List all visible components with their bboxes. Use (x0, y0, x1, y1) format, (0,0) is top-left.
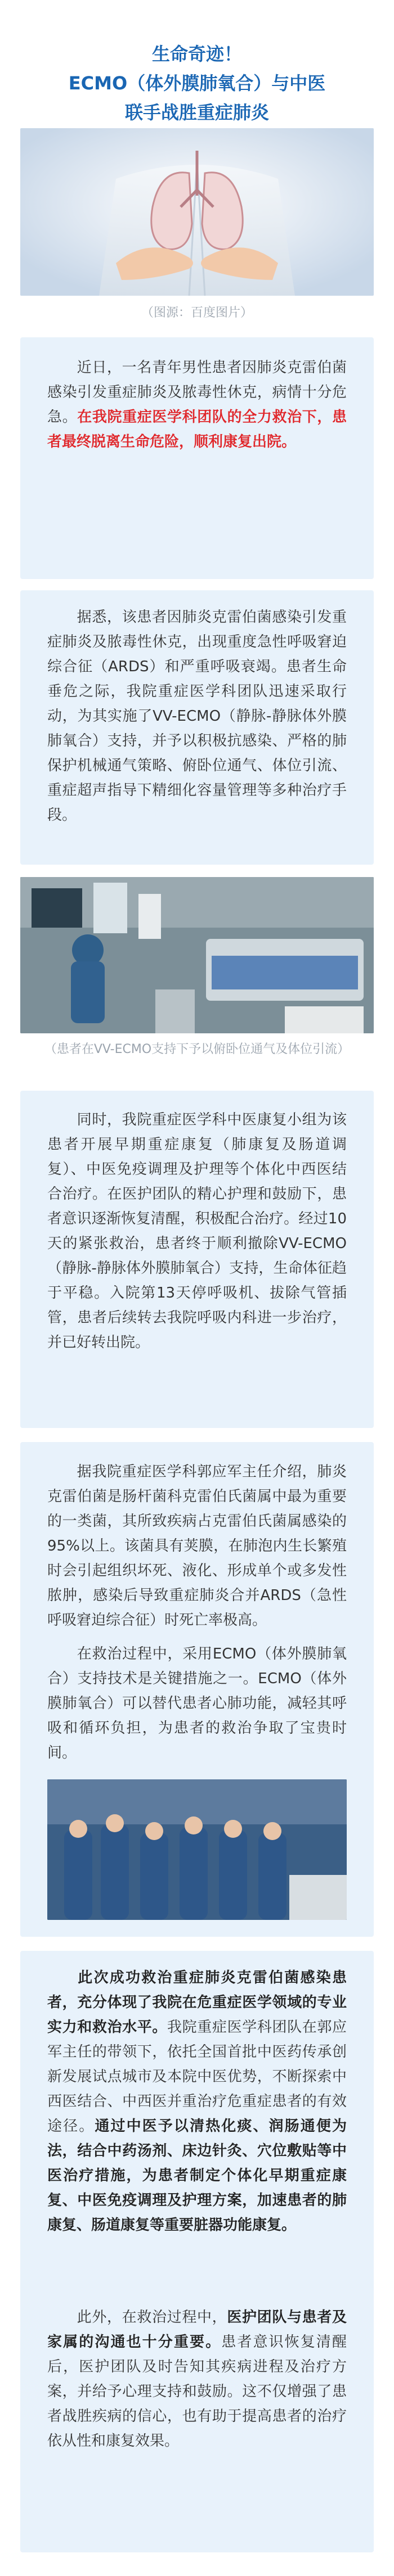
paragraph-4-text: 据我院重症医学科郭应军主任介绍，肺炎克雷伯菌是肠杆菌科克雷伯氏菌属中最为重要的一类菌，其所致疾病占克雷伯氏菌属感染的95%以上。该菌具有荚膜，在肺泡内生长繁殖时会引起组织坏死、液化、形成单个或多发性脓肿，感染后导致重症肺炎合并ARDS（急性呼吸窘迫综合征）时死亡率极高。 (47, 1463, 347, 1629)
paragraph-6-bold-2: 通过中医予以清热化痰、润肠通便为法，结合中药汤剂、床边针灸、穴位敷贴等中医治疗措施，为患者制定个体化早期重症康复、中医免疫调理及护理方案，加速患者的肺康复、肠道康复等重要脏器功能康复。 (47, 2118, 347, 2234)
paragraph-3-text: 同时，我院重症医学科中医康复小组为该患者开展早期重症康复（肺康复及肠道调复）、中医免疫调理及护理等个体化中西医结合治疗。在医护团队的精心护理和鼓励下，患者意识逐渐恢复清醒，积极配合治疗。经过10天的紧张救治，患者终于顺利撤除VV-ECMO（静脉-静脉体外膜肺氧合）支持，生命体征趋于平稳。入院第13天停呼吸机、拔除气管插管，患者后续转去我院呼吸内科进一步治疗，并已好转出院。 (47, 1111, 347, 1351)
paragraph-6-bold: 此次成功救治重症肺炎克雷伯菌感染患者，充分体现了我院在危重症医学领域的专业实力和救治水平。 (47, 1969, 347, 2036)
paragraph-6 (47, 1965, 347, 2238)
paragraph-7-text: 此外，在救治过程中， (77, 2309, 227, 2326)
icu-scene (20, 877, 374, 1033)
lungs-illustration (20, 128, 374, 296)
lungs-hands-image (20, 128, 374, 296)
medical-team-scene (47, 1779, 347, 1920)
title-line-3: 联手战胜重症肺炎 (124, 102, 269, 123)
paragraph-2 (47, 605, 347, 828)
paragraph-3 (47, 1108, 347, 1355)
paragraph-5 (47, 1642, 347, 1765)
paragraph-1-highlight: 在我院重症医学科团队的全力救治下，患者最终脱离生命危险，顺利康复出院。 (47, 409, 347, 450)
team-photo (47, 1779, 347, 1920)
paragraph-2-text: 据悉，该患者因肺炎克雷伯菌感染引发重症肺炎及脓毒性休克，出现重度急性呼吸窘迫综合征（ARDS）和严重呼吸衰竭。患者生命垂危之际，我院重症医学科团队迅速采取行动，为其实施了VV-ECMO（静脉-静脉体外膜肺氧合）支持，并予以积极抗感染、严格的肺保护机械通气策略、俯卧位通气、体位引流、重症超声指导下精细化容量管理等多种治疗手段。 (47, 609, 347, 824)
image-caption-1: （图源：百度图片） (141, 306, 253, 320)
paragraph-4 (47, 1459, 347, 1633)
paragraph-1 (47, 355, 347, 454)
image-caption-2: （患者在VV-ECMO支持下予以俯卧位通气及体位引流） (44, 1042, 350, 1056)
paragraph-5-text: 在救治过程中，采用ECMO（体外膜肺氧合）支持技术是关键措施之一。ECMO（体外膜肺氧合）可以替代患者心肺功能，减轻其呼吸和循环负担，为患者的救治争取了宝贵时间。 (47, 1646, 347, 1761)
article-title (0, 39, 394, 127)
paragraph-7 (47, 2305, 347, 2453)
paragraph-6-text: 我院重症医学科团队在郭应军主任的带领下，依托全国首批中医药传承创新发展试点城市及本院中医优势，不断探索中西医结合、中西医并重治疗危重症患者的有效途径。 (47, 2019, 347, 2135)
paragraph-1-text: 近日，一名青年男性患者因肺炎克雷伯菌感染引发重症肺炎及脓毒性休克，病情十分危急。 (47, 359, 347, 426)
paragraph-7-bold: 医护团队与患者及家属的沟通也十分重要。 (47, 2309, 347, 2351)
paragraph-7-text-2: 患者意识恢复清醒后，医护团队及时告知其疾病进程及治疗方案，并给予心理支持和鼓励。这不仅增强了患者战胜疾病的信心，也有助于提高患者的治疗依从性和康复效果。 (47, 2334, 347, 2450)
icu-photo (20, 877, 374, 1033)
title-line-2: ECMO（体外膜肺氧合）与中医 (68, 73, 326, 94)
title-line-1: 生命奇迹！ (151, 43, 242, 65)
